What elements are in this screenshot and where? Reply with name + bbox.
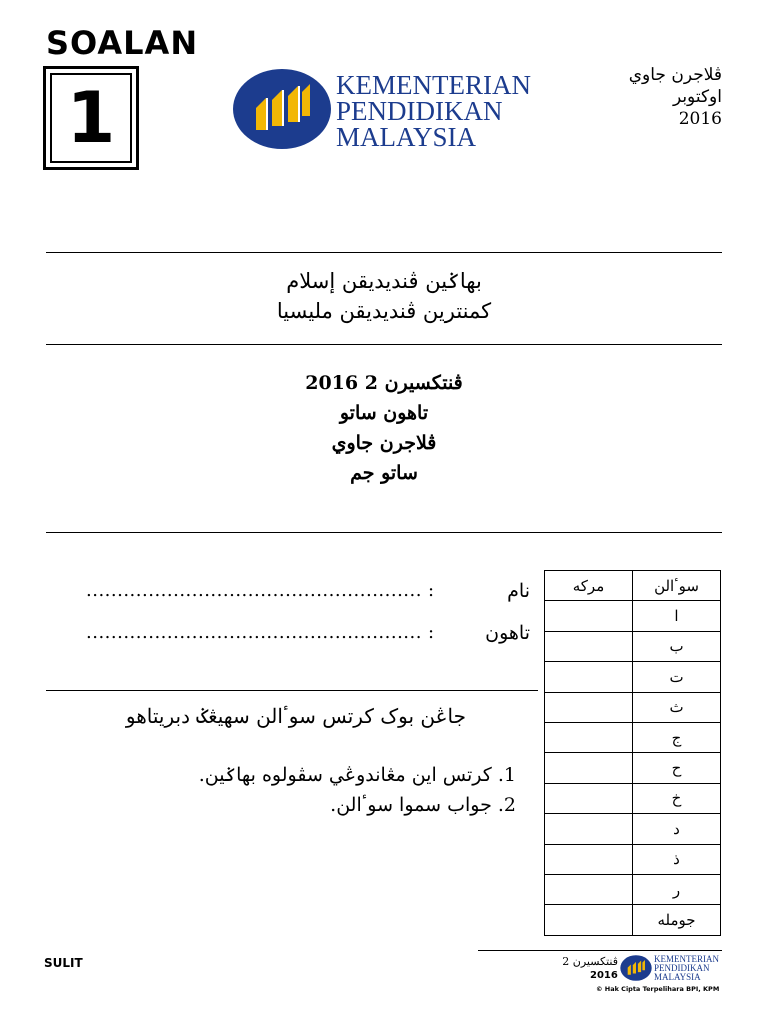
question-cell: ا xyxy=(633,601,721,631)
marks-cell[interactable] xyxy=(545,722,633,752)
name-label: نام xyxy=(507,580,530,602)
question-cell: ت xyxy=(633,662,721,692)
marks-header-row xyxy=(545,571,721,601)
marks-row xyxy=(545,783,721,813)
question-cell: ح xyxy=(633,753,721,783)
marks-row xyxy=(545,722,721,752)
marks-header: مرکه xyxy=(545,571,633,601)
footer-copyright: © Hak Cipta Terpelihara BPI, KPM xyxy=(596,985,720,993)
footer-logo xyxy=(620,954,724,982)
footer-logo-line-1: KEMENTERIAN xyxy=(654,954,719,964)
marks-row xyxy=(545,601,721,631)
marks-row xyxy=(545,844,721,874)
question-number-box xyxy=(43,66,139,170)
subject-top: ڤلاجرن جاوي xyxy=(628,65,722,85)
name-field[interactable]: ...................................................... xyxy=(86,580,422,601)
total-label: جوملە xyxy=(633,905,721,935)
question-cell: ب xyxy=(633,631,721,661)
question-cell: ذ xyxy=(633,844,721,874)
marks-cell[interactable] xyxy=(545,844,633,874)
year-field[interactable]: ...................................................... xyxy=(86,622,422,643)
divider-1 xyxy=(46,252,722,253)
marks-cell[interactable] xyxy=(545,814,633,844)
footer-year: 2016 xyxy=(590,970,618,981)
footer-logo-line-2: PENDIDIKAN xyxy=(654,963,710,973)
header-info xyxy=(582,64,722,130)
marks-row xyxy=(545,814,721,844)
exam-duration: ساتو جم xyxy=(350,462,418,484)
ministry-logo xyxy=(232,68,537,150)
exam-title: ڤنتكسيرن 2 2016 xyxy=(305,372,463,394)
footer-exam-label: ڤنتكسيرن 2 xyxy=(562,955,618,968)
marks-cell[interactable] xyxy=(545,601,633,631)
marks-cell[interactable] xyxy=(545,662,633,692)
marks-table xyxy=(544,570,721,936)
question-header: سوٴالن xyxy=(633,571,721,601)
logo-line-1: KEMENTERIAN xyxy=(336,70,531,100)
logo-line-3: MALAYSIA xyxy=(336,122,477,152)
soalan-label: SOALAN xyxy=(46,24,199,62)
marks-row xyxy=(545,662,721,692)
marks-row xyxy=(545,874,721,904)
footer-sulit: SULIT xyxy=(44,956,83,970)
divider-4 xyxy=(46,690,538,691)
year-label: تاهون xyxy=(485,622,530,644)
year-colon: : xyxy=(428,622,435,643)
year-field-row xyxy=(86,622,530,652)
marks-total-row xyxy=(545,905,721,935)
instruction-item-2: 2. جواب سموا سوٴالن. xyxy=(330,794,516,816)
question-cell: ث xyxy=(633,692,721,722)
marks-cell[interactable] xyxy=(545,631,633,661)
name-field-row xyxy=(86,580,530,610)
marks-cell[interactable] xyxy=(545,874,633,904)
exam-year: 2016 xyxy=(678,109,722,129)
instruction-item-1: 1. کرتس اين مڠاندوڠي سڤولوه بهاݢين. xyxy=(198,764,516,786)
department-line-2: كمنترين ڤنديديقن مليسيا xyxy=(276,299,492,323)
footer-ministry-emblem-icon xyxy=(620,954,652,982)
question-cell: ج xyxy=(633,722,721,752)
marks-row xyxy=(545,631,721,661)
question-cell: خ xyxy=(633,783,721,813)
footer-logo-line-3: MALAYSIA xyxy=(654,972,701,982)
question-cell: ر xyxy=(633,874,721,904)
marks-cell[interactable] xyxy=(545,692,633,722)
divider-3 xyxy=(46,532,722,533)
question-number: 1 xyxy=(50,73,132,163)
department-line-1: بهاݢين ڤنديديقن إسلام xyxy=(286,269,482,293)
name-colon: : xyxy=(428,580,435,601)
logo-line-2: PENDIDIKAN xyxy=(336,96,503,126)
question-cell: د xyxy=(633,814,721,844)
total-marks-cell[interactable] xyxy=(545,905,633,935)
ministry-emblem-icon xyxy=(232,68,332,150)
exam-month: اوكتوبر xyxy=(672,87,722,107)
marks-cell[interactable] xyxy=(545,753,633,783)
instructions-list xyxy=(56,760,516,820)
marks-row xyxy=(545,753,721,783)
exam-block xyxy=(0,368,768,488)
department-block xyxy=(0,266,768,326)
footer-divider xyxy=(478,950,722,951)
marks-cell[interactable] xyxy=(545,783,633,813)
exam-year-level: تاهون ساتو xyxy=(339,402,429,424)
instructions-heading: جاڠن بوک کرتس سوٴالن سهيڠݢ دبريتاهو xyxy=(125,704,466,728)
marks-row xyxy=(545,692,721,722)
divider-2 xyxy=(46,344,722,345)
exam-subject: ڤلاجرن جاوي xyxy=(331,432,437,454)
